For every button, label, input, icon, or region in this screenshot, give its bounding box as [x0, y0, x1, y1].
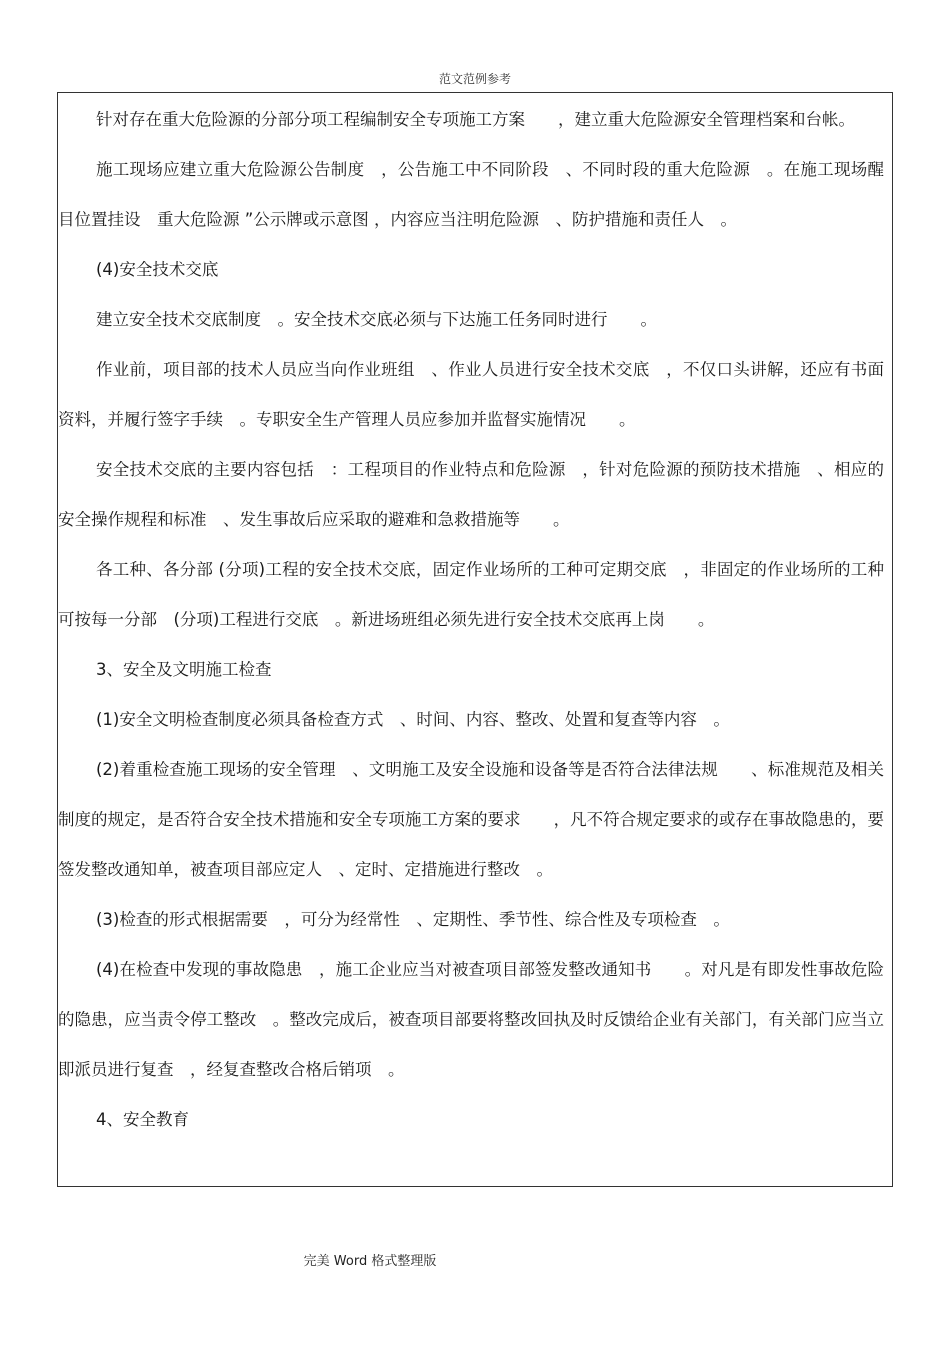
paragraph: (2)着重检查施工现场的安全管理 、文明施工及安全设施和设备等是否符合法律法规 、标准规范及相关制度的规定，是否符合安全技术措施和安全专项施工方案的要求 ，凡不符合规定要求的或存在事故隐患的，要签发整改通知单，被查项目部应定人 、定时、定措施进行整改 。 [58, 760, 884, 879]
paragraph: 各工种、各分部 (分项)工程的安全技术交底，固定作业场所的工种可定期交底 ，非固定的作业场所的工种可按每一分部 (分项)工程进行交底 。新进场班组必须先进行安全技术交底再上岗 。 [58, 560, 884, 629]
paragraph: (1)安全文明检查制度必须具备检查方式 、时间、内容、整改、处置和复查等内容 。 [96, 710, 730, 729]
frame-right-border [892, 92, 893, 1186]
paragraph: (3)检查的形式根据需要 ，可分为经常性 、定期性、季节性、综合性及专项检查 。 [96, 910, 730, 929]
page-footer: 完美 Word 格式整理版 [303, 1254, 437, 1269]
paragraph: 安全技术交底的主要内容包括 ：工程项目的作业特点和危险源 ，针对危险源的预防技术措施 、相应的安全操作规程和标准 、发生事故后应采取的避难和急救措施等 。 [58, 460, 884, 529]
header-rule [57, 92, 893, 93]
frame-bottom-border [57, 1186, 893, 1187]
document-body [58, 95, 884, 1145]
paragraph: 针对存在重大危险源的分部分项工程编制安全专项施工方案 ，建立重大危险源安全管理档案和台帐。 [96, 110, 855, 129]
section-heading: (4)安全技术交底 [96, 260, 219, 279]
section-heading: 3、安全及文明施工检查 [96, 660, 272, 679]
paragraph: (4)在检查中发现的事故隐患 ，施工企业应当对被查项目部签发整改通知书 。对凡是有即发性事故危险的隐患，应当责令停工整改 。整改完成后，被查项目部要将整改回执及时反馈给企业有关部门，有关部门应当立即派员进行复查 ，经复查整改合格后销项 。 [58, 960, 884, 1079]
paragraph: 施工现场应建立重大危险源公告制度 ，公告施工中不同阶段 、不同时段的重大危险源 。在施工现场醒目位置挂设 重大危险源 ”公示牌或示意图 ，内容应当注明危险源 、防护措施和责任人 。 [58, 160, 884, 229]
paragraph: 建立安全技术交底制度 。安全技术交底必须与下达施工任务同时进行 。 [96, 310, 657, 329]
paragraph: 作业前，项目部的技术人员应当向作业班组 、作业人员进行安全技术交底 ，不仅口头讲解，还应有书面资料，并履行签字手续 。专职安全生产管理人员应参加并监督实施情况 。 [58, 360, 884, 429]
page-header: 范文范例参考 [438, 72, 511, 86]
section-heading: 4、安全教育 [96, 1110, 189, 1129]
